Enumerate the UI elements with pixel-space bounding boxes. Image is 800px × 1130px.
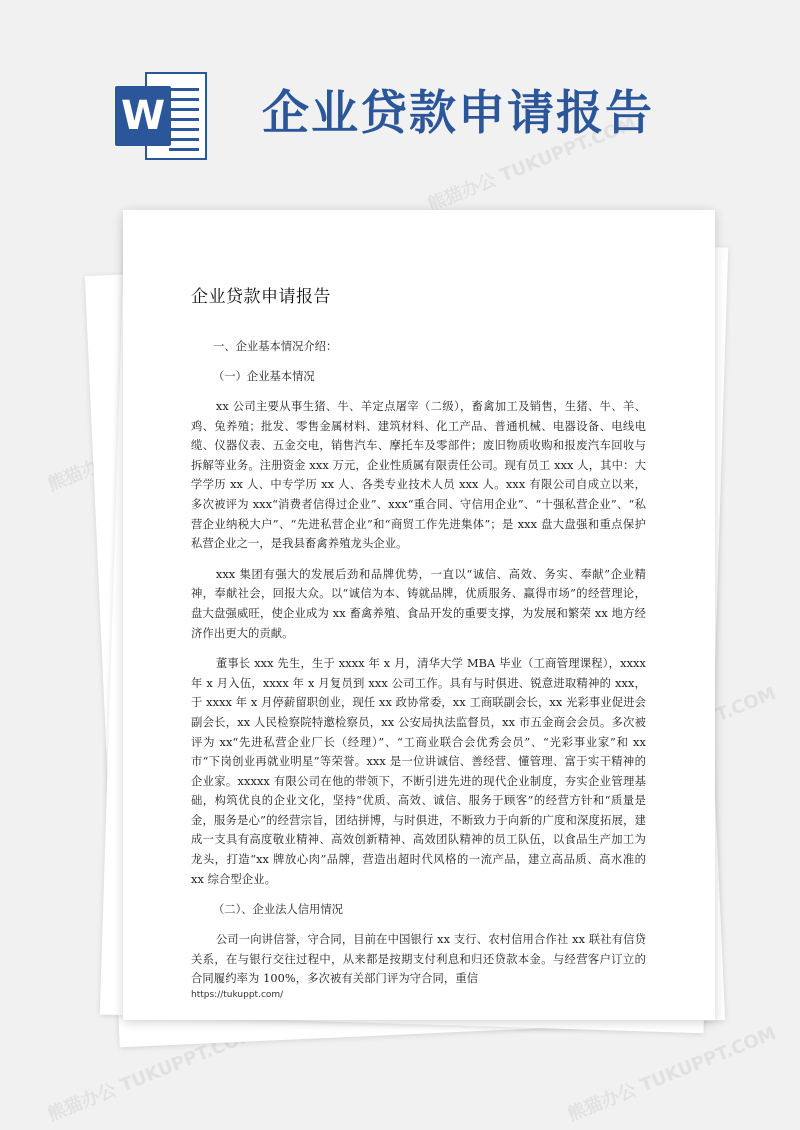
watermark: 熊猫办公 TUKUPPT.COM bbox=[564, 1022, 779, 1126]
banner-title: 企业贷款申请报告 bbox=[262, 86, 654, 141]
banner bbox=[0, 0, 800, 200]
word-icon bbox=[115, 72, 207, 160]
document-title: 企业贷款申请报告 bbox=[191, 287, 331, 307]
footer-url: https://tukuppt.com/ bbox=[191, 990, 284, 1000]
paragraph: 公司一向讲信誉，守合同，目前在中国银行 xx 支行、农村信用合作社 xx 联社有信贷关系，在与银行交往过程中，从来都是按期支付利息和归还贷款本金。与经营客户订立的合同履约率为 100%，多次被有关部门评为守合同，重信 bbox=[191, 933, 646, 986]
watermark: 熊猫办公 bbox=[44, 449, 120, 496]
paragraph: xx 公司主要从事生猪、牛、羊定点屠宰（二级），畜禽加工及销售，生猪、牛、羊、鸡、兔养殖；批发、零售金属材料、建筑材料、化工产品、普通机械、电器设备、电线电缆、仪器仪表、五金交电，销售汽车、摩托车及零部件；废旧物质收购和报废汽车回收与拆解等业务。注册资金 xxx 万元，企业性质属有限责任公司。现有员工 xxx 人，其中：大学学历 xx 人、中专学历 xx 人、各类专业技术人员 xxx 人。xxx 有限公司自成立以来，多次被评为 xxx“消费者信得过企业”、xxx“重合同、守信用企业”、“十强私营企业”、“私营企业纳税大户”、“先进私营企业”和“商贸工作先进集体”；是 xxx 盘大盘强和重点保护私营企业之一，是我县畜禽养殖龙头企业。 bbox=[191, 400, 646, 551]
document-body bbox=[191, 337, 646, 989]
document-page bbox=[123, 210, 715, 1020]
section-heading: 一、企业基本情况介绍： bbox=[213, 340, 338, 353]
watermark: 熊猫办公 TUKUPPT.COM bbox=[44, 1022, 259, 1126]
paragraph: xxx 集团有强大的发展后劲和品牌优势，一直以“诚信、高效、务实、奉献”企业精神，奉献社会，回报大众。以“诚信为本、铸就品牌，优质服务、赢得市场”的经营理论，盘大盘强威旺，使企业成为 xx 畜禽养殖、食品开发的重要支撑，为发展和繁荣 xx 地方经济作出更大的贡献。 bbox=[191, 567, 646, 640]
paragraph: 董事长 xxx 先生，生于 xxxx 年 x 月，清华大学 MBA 毕业（工商管理课程），xxxx 年 x 月入伍，xxxx 年 x 月复员到 xxx 公司工作。具有与时俱进、锐意进取精神的 xxx，于 xxxx 年 x 月停薪留职创业，现任 xx 政协常委，xx 工商联副会长，xx 光彩事业促进会副会长，xx 人民检察院特邀检察员，xx 公安局执法监督员，xx 市五金商会会员。多次被评为 xx“先进私营企业厂长（经理）”、“工商业联合会优秀会员”、“光彩事业家”和 xx 市“下岗创业再就业明星”等荣誉。xxx 是一位讲诚信、善经营、懂管理、富于实干精神的企业家。xxxxx 有限公司在他的带领下，不断引进先进的现代企业制度，夯实企业管理基础，构筑优良的企业文化，坚持“优质、高效、诚信、服务于顾客”的经营方针和“质量是金，服务是心”的经营宗旨，团结拼博，与时俱进，不断致力于向新的广度和深度拓展，建成一支具有高度敬业精神、高效创新精神、高效团队精神的员工队伍，以食品生产加工为龙头，打造“xx 牌放心肉”品牌，营造出超时代风格的一流产品，建立高品质、高水准的 xx 综合型企业。 bbox=[191, 657, 646, 886]
word-letter-badge: W bbox=[115, 86, 171, 146]
section-heading: （一）企业基本情况 bbox=[213, 370, 315, 383]
section-heading: （二）、企业法人信用情况 bbox=[213, 903, 343, 917]
watermark: 熊猫办公 TUKUPPT.COM bbox=[424, 112, 639, 216]
document-content bbox=[191, 282, 646, 1000]
